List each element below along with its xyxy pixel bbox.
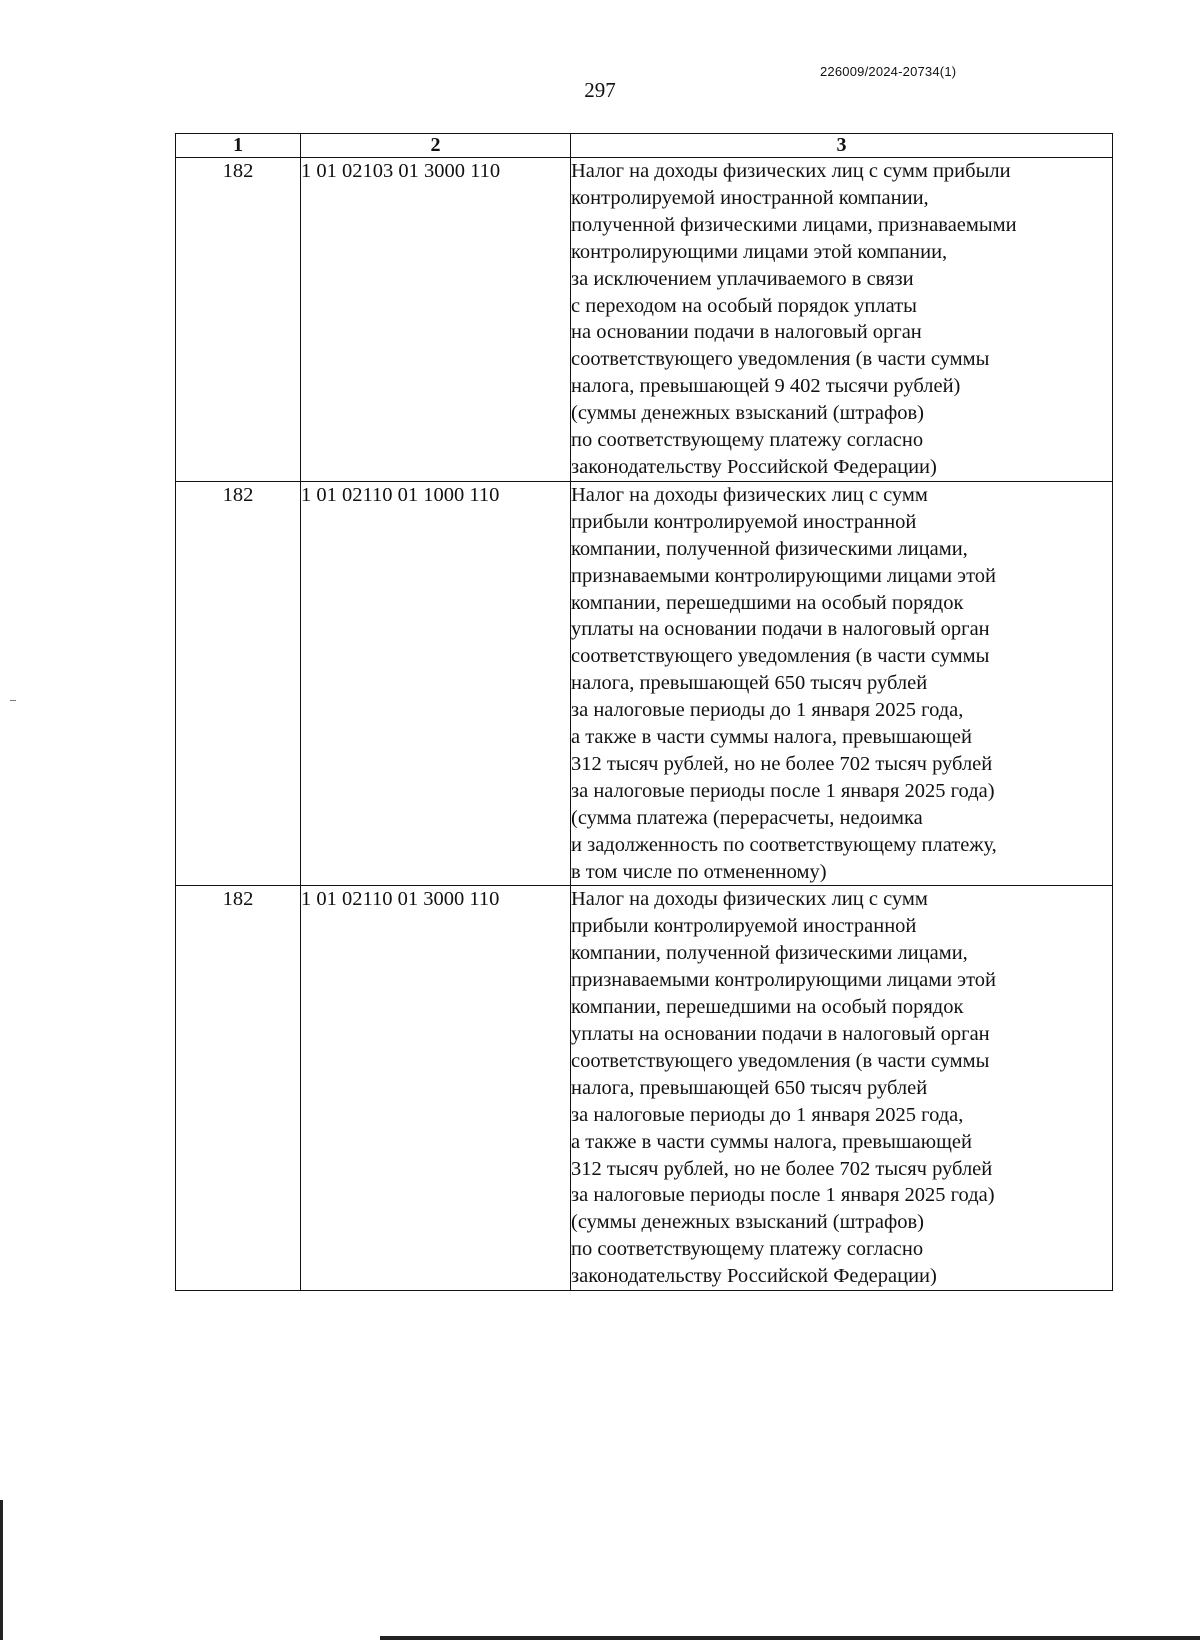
table-row [176, 158, 1113, 482]
income-name-cell: Налог на доходы физических лиц с сумм прибыли контролируемой иностранной компании, полученной физическими лицами, признаваемыми контролирующими лицами этой компании, перешедшими на особый порядок уплаты на основании подачи в налоговый орган соответствующего уведомления (в части суммы налога, превышающей 650 тысяч рублей за налоговые периоды до 1 января 2025 года, а также в части суммы налога, превышающей 312 тысяч рублей, но не более 702 тысяч рублей за налоговые периоды после 1 января 2025 года) (сумма платежа (перерасчеты, недоимка и задолженность по соответствующему платежу, в том числе по отмененному) [571, 481, 1113, 886]
page-number: 297 [584, 78, 616, 102]
chapter-code-cell: 182 [176, 886, 301, 1291]
table-row [176, 886, 1113, 1291]
chapter-code-cell: 182 [176, 158, 301, 482]
column-header-3: 3 [571, 134, 1113, 158]
budget-code-cell: 1 01 02110 01 1000 110 [301, 481, 571, 886]
chapter-code-cell: 182 [176, 481, 301, 886]
budget-code-cell: 1 01 02110 01 3000 110 [301, 886, 571, 1291]
column-header-1: 1 [176, 134, 301, 158]
budget-code-cell: 1 01 02103 01 3000 110 [301, 158, 571, 482]
scan-left-edge-shadow [0, 1500, 3, 1640]
table-row [176, 481, 1113, 886]
income-name-cell: Налог на доходы физических лиц с сумм прибыли контролируемой иностранной компании, полученной физическими лицами, признаваемыми контролирующими лицами этой компании, перешедшими на особый порядок уплаты на основании подачи в налоговый орган соответствующего уведомления (в части суммы налога, превышающей 650 тысяч рублей за налоговые периоды до 1 января 2025 года, а также в части суммы налога, превышающей 312 тысяч рублей, но не более 702 тысяч рублей за налоговые периоды после 1 января 2025 года) (суммы денежных взысканий (штрафов) по соответствующему платежу согласно законодательству Российской Федерации) [571, 886, 1113, 1291]
document-registration-number: 226009/2024-20734(1) [820, 64, 957, 79]
budget-classification-table [175, 133, 1113, 1291]
table-header-row [176, 134, 1113, 158]
income-name-cell: Налог на доходы физических лиц с сумм прибыли контролируемой иностранной компании, полученной физическими лицами, признаваемыми контролирующими лицами этой компании, за исключением уплачиваемого в связи с переходом на особый порядок уплаты на основании подачи в налоговый орган соответствующего уведомления (в части суммы налога, превышающей 9 402 тысячи рублей) (суммы денежных взысканий (штрафов) по соответствующему платежу согласно законодательству Российской Федерации) [571, 158, 1113, 482]
column-header-2: 2 [301, 134, 571, 158]
scan-bottom-edge-shadow [380, 1636, 1200, 1640]
scan-margin-mark [10, 700, 16, 701]
